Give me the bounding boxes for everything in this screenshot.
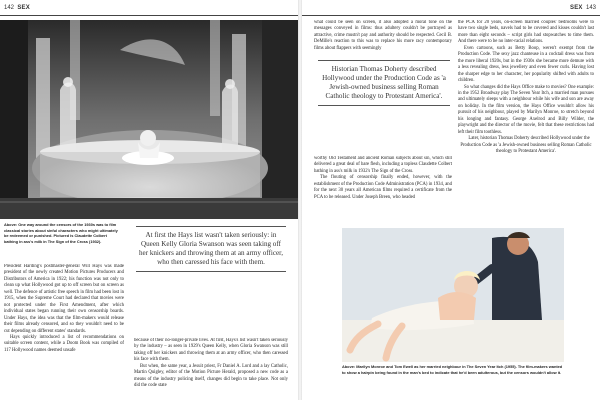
right-col1-top-paragraph: what could be seen on screen, it also adopted a moral tone on the messages conveyed in films: thus adultery couldn't be portrayed as attractive, crime mustn't pay and authority should be respected. Cecil B. DeMille's reaction to this was to replace his more racy contemporary films about flappers with seemingly	[314, 20, 452, 51]
right-body-column-2	[458, 20, 594, 226]
right-running-head: SEX	[570, 5, 583, 11]
left-col2-paragraph: But when, the same year, a Jesuit priest, Fr Daniel A. Lord and a lay Catholic, Martin Quigley, editor of the Motion Picture Herald, proposed a new code as a means of the industry policing itself, changes did begin to take place. Not only did the code state	[134, 363, 288, 389]
left-col1-paragraph: President Harding's postmaster-general Will Hays was made president of the newly created Motion Pictures Producers and Distributors of America in 1922; his function was not only to clean up what Hollywood got up to off screen but on screen as well. The defence of artistic free speech in film had been lost in 1915, when the Supreme Court had declared that movies were not protected under the First Amendment, after which individual states began running their own censorship boards. Under Hays, the idea was that the film-makers would release their films already censored, and so they wouldn't need to be cut depending on different states' standards.	[4, 264, 124, 334]
right-col2-paragraph: Later, historian Thomas Doherty described Hollywood under the Production Code as 'a Jewish-owned business selling Roman Catholic theology to Protestant America'.	[460, 136, 592, 155]
right-body-column-1-top	[314, 20, 452, 60]
right-caption-text: Marilyn Monroe and Tom Ewell as her married neighbour in The Seven Year Itch (1955). The film-makers wanted to show a hairpin being found in the man's bed to indicate that he'd been adulterous, but the censors wouldn't allow it.	[342, 364, 563, 375]
sign-of-the-cross-photo	[0, 20, 298, 219]
left-running-head: SEX	[17, 5, 30, 11]
left-col2-paragraph: because of their no-longer-private lives. At first, Hays's list wasn't taken seriously by the industry – as seen in 1929's Queen Kelly, when Gloria Swanson was still taking off her knickers and throwing them at an army officer, who then caressed his face with them.	[134, 338, 288, 363]
left-pull-quote-text: At first the Hays list wasn't taken seriously: in Queen Kelly Gloria Swanson was seen taking off her knickers and throwing them at an army officer, who then caressed his face with them.	[139, 231, 283, 267]
left-pull-quote	[136, 226, 286, 272]
right-pull-quote	[318, 60, 450, 106]
right-pull-quote-text: Historian Thomas Doherty described Hollywood under the Production Code as 'a Jewish-owned business selling Roman Catholic theology to Protestant America'.	[322, 65, 446, 101]
right-col1-bottom-paragraph: The flouting of censorship finally ended, however, with the establishment of the Production Code Administration (PCA) in 1934, and for the next 30 years all American films required a certificate from the PCA to be released. Under Joseph Breen, who headed	[314, 175, 452, 200]
right-header-rule	[302, 15, 600, 16]
monroe-ewell-illustration	[342, 228, 564, 362]
left-page	[0, 0, 298, 400]
bath-scene-illustration	[0, 20, 298, 219]
right-folio	[570, 5, 596, 11]
left-header-rule	[0, 15, 298, 16]
right-col2-paragraph: Even cartoons, such as Betty Boop, weren't exempt from the Production Code. The sexy jazz chanteuse in a cocktail dress was from the more liberal 1920s, but in the 1930s she became more demure with a less revealing dress, less jewellery and even fewer curls. Having lost the sharper edge to her character, her popularity shifted with adults to children.	[458, 45, 594, 84]
left-page-number: 142	[4, 5, 15, 11]
pull-quote-bottom-rule	[318, 105, 450, 106]
pull-quote-top-rule	[318, 60, 450, 61]
right-col2-paragraph: So what changes did the Hays Office make to movies? One example: in the 1952 Broadway play The Seven Year Itch, a married man pursues and ultimately sleeps with a neighbour while his wife and son are away on holiday. In the film version, the Hays Office wouldn't allow his pursuit of his neighbour, played by Marilyn Monroe, to stretch beyond his longing and fantasy. George Axelrod and Billy Wilder, the playwright and the director of the movie, felt that these restrictions had left their film toothless.	[458, 84, 594, 135]
left-body-column-1	[4, 264, 124, 396]
right-page-number: 143	[585, 5, 596, 11]
left-folio	[4, 5, 30, 11]
right-col2-paragraph: the PCA for 20 years, on-screen married couples' bedrooms were to have two single beds, navels had to be covered and kisses couldn't last more than eight seconds – script girls had stopwatches to time them. And there were to be no inter-racial relations.	[458, 20, 594, 45]
left-caption-label: Above:	[4, 222, 18, 227]
left-photo-caption	[4, 222, 122, 244]
right-photo-caption	[342, 364, 564, 375]
right-body-column-1-bottom	[314, 156, 452, 226]
left-caption-text: One way around the censors of the 1930s was to film classical stories about sinful characters who might ultimately be redeemed or punished. Pictured is Claudette Colbert bathing in ass's milk in The Sign of the Cross (1932).	[4, 222, 118, 244]
left-col1-paragraph: Hays quickly introduced a list of recommendations on suitable screen content, while a Doom Book was compiled of 117 Hollywood names deemed unsafe	[4, 334, 124, 353]
right-caption-label: Above:	[342, 364, 356, 369]
pull-quote-bottom-rule	[136, 271, 286, 272]
right-page	[302, 0, 600, 400]
left-body-column-2	[134, 338, 288, 396]
right-col1-bottom-paragraph: worthy Old Testament and ancient Roman subjects about sin, which still delivered a great deal of bare flesh, including a topless Claudette Colbert bathing in ass's milk in 1932's The Sign of the Cross.	[314, 156, 452, 174]
pull-quote-top-rule	[136, 226, 286, 227]
seven-year-itch-photo	[342, 228, 564, 362]
